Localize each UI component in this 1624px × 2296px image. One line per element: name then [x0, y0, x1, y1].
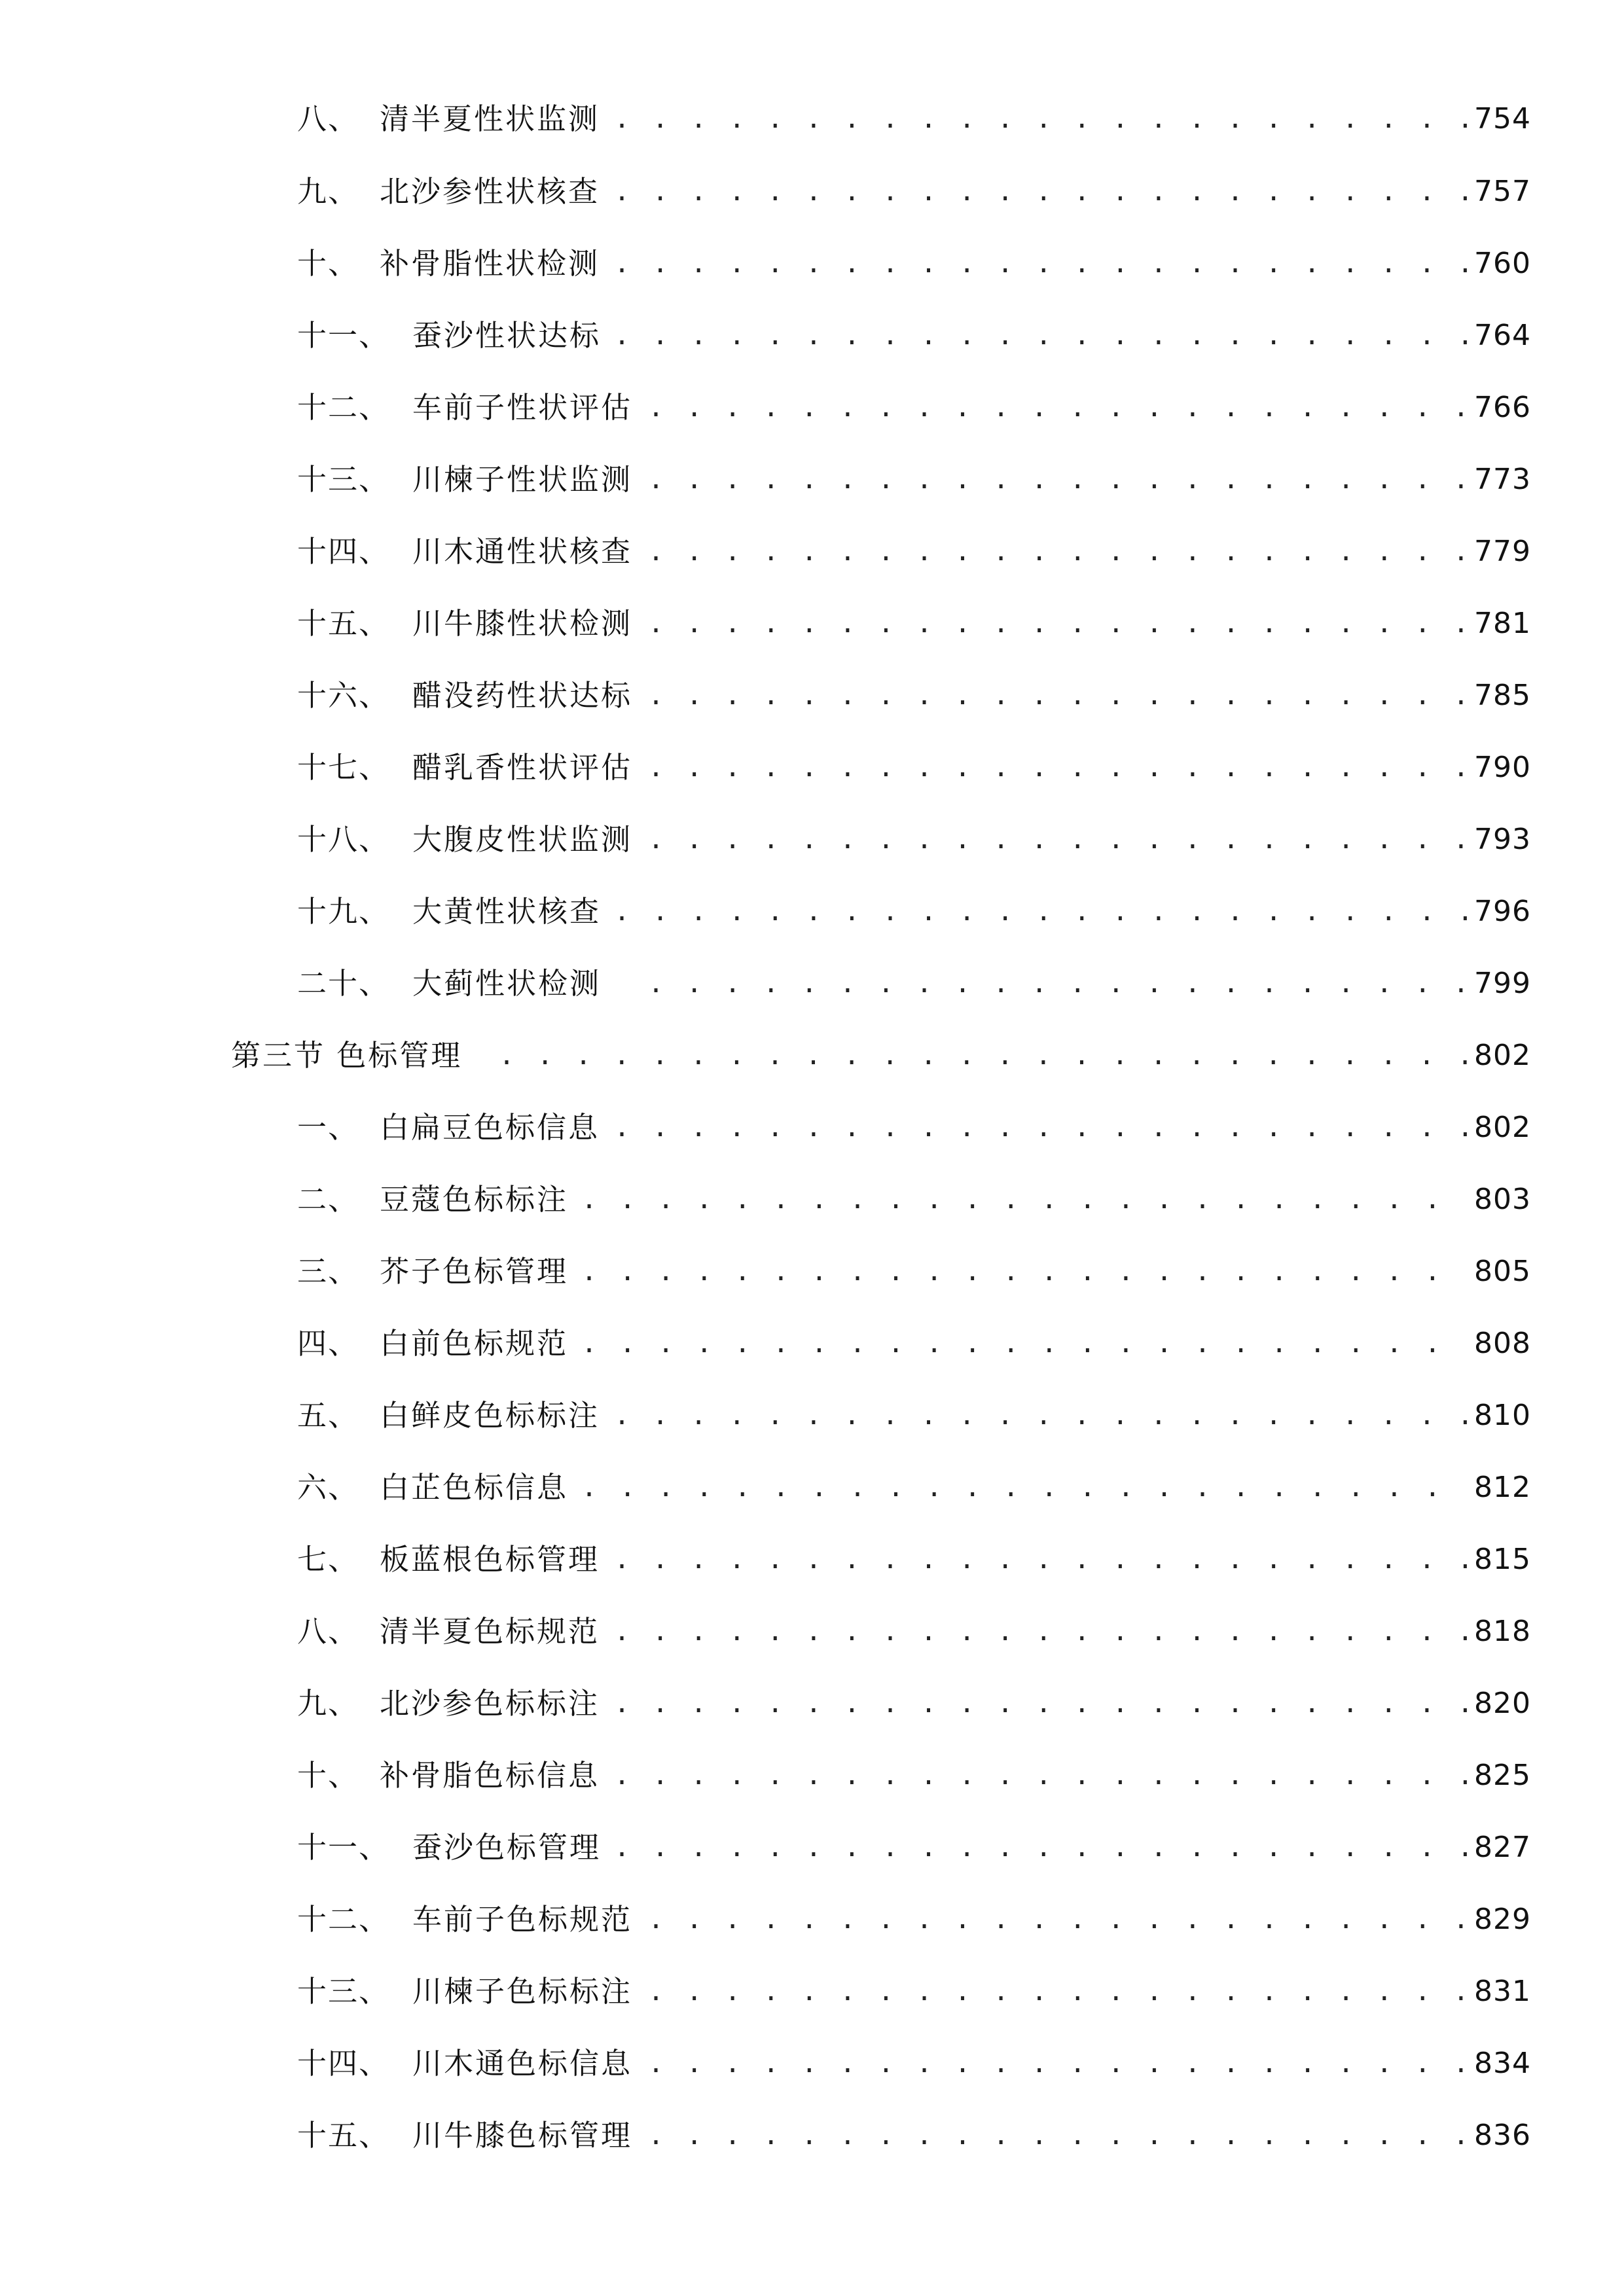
page-number: 825	[1474, 1759, 1531, 1792]
toc-entry[interactable]	[0, 448, 1624, 511]
entry-title: 川牛膝色标管理	[412, 2118, 633, 2153]
entry-title: 芥子色标管理	[380, 1254, 569, 1289]
toc-entry[interactable]	[0, 808, 1624, 871]
entry-number: 十、	[297, 1758, 359, 1793]
toc-entry[interactable]	[0, 1600, 1624, 1663]
page-number: 773	[1474, 463, 1531, 496]
toc-entry[interactable]	[0, 1384, 1624, 1447]
dot-leader	[648, 736, 1467, 799]
entry-title: 板蓝根色标管理	[380, 1542, 600, 1577]
entry-number: 十五、	[297, 606, 390, 641]
entry-number: 一、	[297, 1110, 359, 1145]
toc-entry[interactable]	[0, 1960, 1624, 2023]
toc-section-heading[interactable]	[0, 1024, 1624, 1087]
toc-entry[interactable]	[0, 304, 1624, 367]
entry-number: 二、	[297, 1182, 359, 1217]
entry-number: 九、	[297, 1686, 359, 1721]
page-number: 781	[1474, 607, 1531, 640]
page-number: 802	[1474, 1039, 1531, 1072]
toc-entry[interactable]	[0, 2104, 1624, 2167]
page-number: 793	[1474, 823, 1531, 856]
page-number: 760	[1474, 247, 1531, 280]
entry-number: 九、	[297, 174, 359, 209]
dot-leader	[614, 1672, 1467, 1735]
entry-title: 大黄性状核查	[412, 894, 602, 929]
page-number: 812	[1474, 1471, 1531, 1504]
page-number: 764	[1474, 319, 1531, 352]
entry-number: 七、	[297, 1542, 359, 1577]
dot-leader	[581, 1168, 1467, 1231]
entry-title: 川牛膝性状检测	[412, 606, 633, 641]
toc-entry[interactable]	[0, 2032, 1624, 2095]
toc-entry[interactable]	[0, 232, 1624, 295]
entry-title: 大腹皮性状监测	[412, 822, 633, 857]
dot-leader	[648, 2032, 1467, 2095]
entry-number: 十四、	[297, 2046, 390, 2081]
entry-number: 十五、	[297, 2118, 390, 2153]
page-number: 815	[1474, 1543, 1531, 1576]
entry-number: 十一、	[297, 1830, 390, 1865]
dot-leader	[614, 1096, 1467, 1159]
entry-title: 蚕沙色标管理	[412, 1830, 602, 1865]
entry-number: 八、	[297, 101, 359, 136]
entry-title: 大蓟性状检测	[412, 966, 602, 1001]
page-number: 834	[1474, 2047, 1531, 2080]
toc-entry[interactable]	[0, 736, 1624, 799]
page-number: 836	[1474, 2119, 1531, 2152]
dot-leader	[614, 304, 1467, 367]
entry-number: 八、	[297, 1614, 359, 1649]
entry-number: 十、	[297, 246, 359, 281]
entry-number: 五、	[297, 1398, 359, 1433]
entry-title: 川木通性状核查	[412, 534, 633, 569]
page-number: 785	[1474, 679, 1531, 712]
dot-leader	[499, 1024, 1467, 1087]
toc-entry[interactable]	[0, 880, 1624, 943]
entry-title: 清半夏性状监测	[380, 101, 600, 136]
entry-title: 醋没药性状达标	[412, 678, 633, 713]
entry-number: 十八、	[297, 822, 390, 857]
page-number: 802	[1474, 1111, 1531, 1144]
toc-entry[interactable]	[0, 376, 1624, 439]
entry-title: 白前色标规范	[380, 1326, 569, 1361]
toc-entry[interactable]	[0, 1816, 1624, 1879]
page-number: 757	[1474, 175, 1531, 208]
entry-number: 十九、	[297, 894, 390, 929]
dot-leader	[648, 592, 1467, 655]
dot-leader	[648, 664, 1467, 727]
toc-entry[interactable]	[0, 520, 1624, 583]
entry-number: 二十、	[297, 966, 390, 1001]
entry-title: 川楝子性状监测	[412, 462, 633, 497]
entry-number: 十二、	[297, 1902, 390, 1937]
page-number: 808	[1474, 1327, 1531, 1360]
entry-title: 川木通色标信息	[412, 2046, 633, 2081]
dot-leader	[614, 232, 1467, 295]
entry-title: 补骨脂色标信息	[380, 1758, 600, 1793]
toc-entry[interactable]	[0, 88, 1624, 151]
entry-title: 北沙参性状核查	[380, 174, 600, 209]
dot-leader	[648, 808, 1467, 871]
dot-leader	[614, 1384, 1467, 1447]
toc-entry[interactable]	[0, 1312, 1624, 1375]
page-number: 796	[1474, 895, 1531, 928]
entry-title: 蚕沙性状达标	[412, 318, 602, 353]
toc-entry[interactable]	[0, 1456, 1624, 1519]
dot-leader	[614, 1816, 1467, 1879]
entry-number: 十七、	[297, 750, 390, 785]
toc-entry[interactable]	[0, 952, 1624, 1015]
entry-number: 十一、	[297, 318, 390, 353]
page-number: 754	[1474, 102, 1531, 135]
entry-number: 四、	[297, 1326, 359, 1361]
toc-entry[interactable]	[0, 1888, 1624, 1951]
toc-entry[interactable]	[0, 1672, 1624, 1735]
entry-title: 车前子性状评估	[412, 390, 633, 425]
dot-leader	[648, 1960, 1467, 2023]
dot-leader	[648, 520, 1467, 583]
dot-leader	[614, 880, 1467, 943]
entry-title: 清半夏色标规范	[380, 1614, 600, 1649]
entry-number: 十六、	[297, 678, 390, 713]
dot-leader	[648, 376, 1467, 439]
entry-number: 六、	[297, 1470, 359, 1505]
toc-entry[interactable]	[0, 1744, 1624, 1807]
toc-entry[interactable]	[0, 664, 1624, 727]
entry-number: 十二、	[297, 390, 390, 425]
page-number: 805	[1474, 1255, 1531, 1288]
entry-title: 白鲜皮色标标注	[380, 1398, 600, 1433]
dot-leader	[648, 2104, 1467, 2167]
entry-title: 北沙参色标标注	[380, 1686, 600, 1721]
toc-entry[interactable]	[0, 1240, 1624, 1303]
dot-leader	[614, 1600, 1467, 1663]
dot-leader	[648, 1888, 1467, 1951]
dot-leader	[581, 1312, 1467, 1375]
entry-title: 白扁豆色标信息	[380, 1110, 600, 1145]
entry-title: 豆蔻色标标注	[380, 1182, 569, 1217]
page-number: 827	[1474, 1831, 1531, 1864]
dot-leader	[614, 1528, 1467, 1591]
page-number: 790	[1474, 751, 1531, 784]
entry-title: 白芷色标信息	[380, 1470, 569, 1505]
page-number: 799	[1474, 967, 1531, 1000]
dot-leader	[614, 160, 1467, 223]
entry-number: 三、	[297, 1254, 359, 1289]
toc-entry[interactable]	[0, 160, 1624, 223]
entry-title: 补骨脂性状检测	[380, 246, 600, 281]
toc-entry[interactable]	[0, 1168, 1624, 1231]
dot-leader	[581, 1456, 1467, 1519]
dot-leader	[581, 1240, 1467, 1303]
dot-leader	[614, 1744, 1467, 1807]
page-number: 810	[1474, 1399, 1531, 1432]
entry-number: 十四、	[297, 534, 390, 569]
toc-entry[interactable]	[0, 1096, 1624, 1159]
dot-leader	[614, 88, 1467, 151]
page-number: 803	[1474, 1183, 1531, 1216]
page-number: 766	[1474, 391, 1531, 424]
page-number: 831	[1474, 1975, 1531, 2008]
section-title: 第三节 色标管理	[231, 1038, 463, 1073]
entry-title: 车前子色标规范	[412, 1902, 633, 1937]
entry-number: 十三、	[297, 462, 390, 497]
dot-leader	[648, 448, 1467, 511]
entry-title: 醋乳香性状评估	[412, 750, 633, 785]
entry-title: 川楝子色标标注	[412, 1974, 633, 2009]
entry-number: 十三、	[297, 1974, 390, 2009]
page-number: 779	[1474, 535, 1531, 568]
page-number: 820	[1474, 1687, 1531, 1720]
toc-entry[interactable]	[0, 592, 1624, 655]
page-number: 818	[1474, 1615, 1531, 1648]
dot-leader	[648, 952, 1467, 1015]
page-number: 829	[1474, 1903, 1531, 1936]
toc-entry[interactable]	[0, 1528, 1624, 1591]
